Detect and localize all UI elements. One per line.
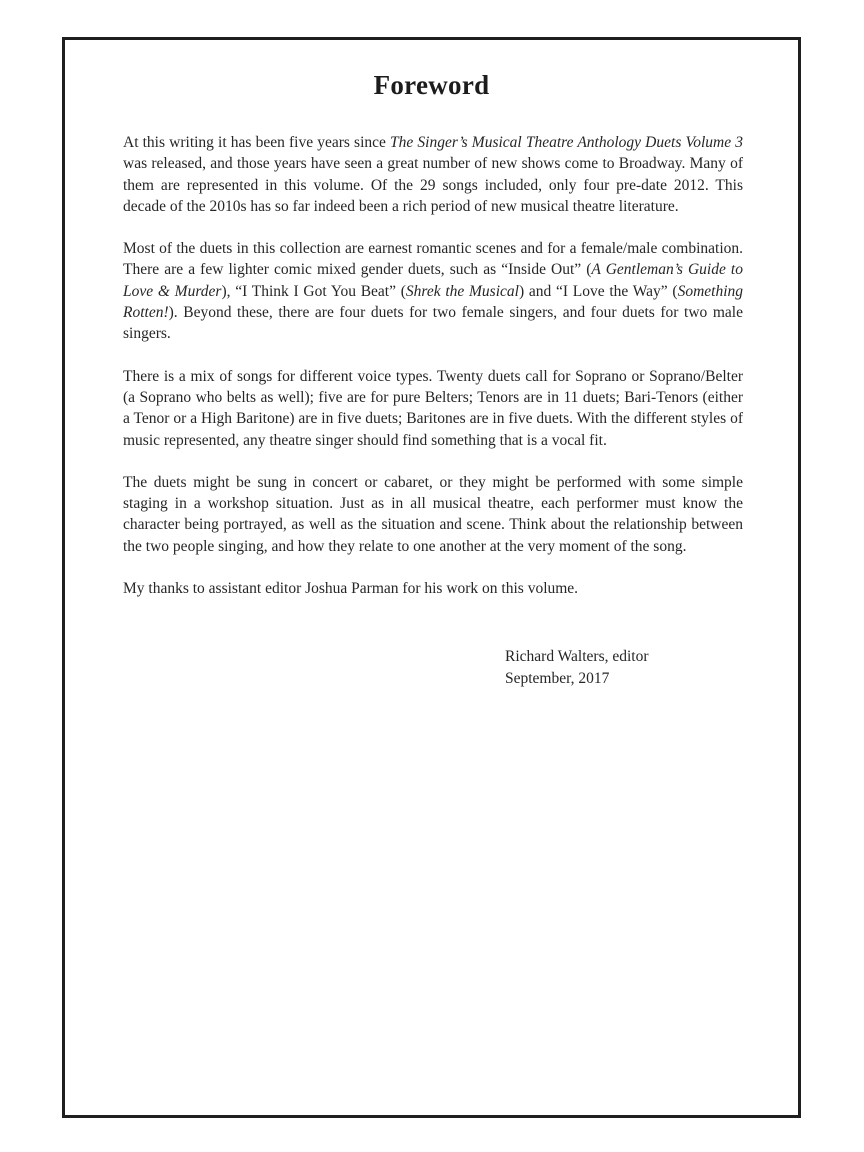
signature-date-line: September, 2017 [505, 669, 610, 687]
paragraph-4: The duets might be sung in concert or cabaret, or they might be performed with some simple staging in a workshop situation. Just as in all musical theatre, each performer must know the character being portrayed, as well as the situation and scene. Think about the relationship between the two people singing, and how they relate to one another at the very moment of the song. [123, 473, 743, 555]
page-title: Foreword [373, 70, 490, 100]
foreword-body [123, 132, 743, 689]
paragraph-1: At this writing it has been five years since The Singer’s Musical Theatre Anthology Duets Volume 3 was released, and those years have seen a great number of new shows come to Broadway. Many of them are represented in this volume. Of the 29 songs included, only four pre-date 2012. This decade of the 2010s has so far indeed been a rich period of new musical theatre literature. [123, 134, 743, 215]
signature-block [505, 646, 743, 689]
paragraph-3: There is a mix of songs for different voice types. Twenty duets call for Soprano or Soprano/Belter (a Soprano who belts as well); five are for pure Belters; Tenors are in 11 duets; Bari-Tenors (either a Tenor or a High Baritone) are in five duets; Baritones are in five duets. With the different styles of music represented, any theatre singer should find something that is a vocal fit. [123, 367, 743, 449]
page-border-frame [62, 37, 801, 1118]
paragraph-2: Most of the duets in this collection are earnest romantic scenes and for a female/male combination. There are a few lighter comic mixed gender duets, such as “Inside Out” (A Gentleman’s Guide to Love & Murder), “I Think I Got You Beat” (Shrek the Musical) and “I Love the Way” (Something Rotten!). Beyond these, there are four duets for two female singers, and four duets for two male singers. [123, 240, 743, 343]
paragraph-5: My thanks to assistant editor Joshua Parman for his work on this volume. [123, 580, 579, 598]
signature-editor-line: Richard Walters, editor [505, 648, 649, 666]
